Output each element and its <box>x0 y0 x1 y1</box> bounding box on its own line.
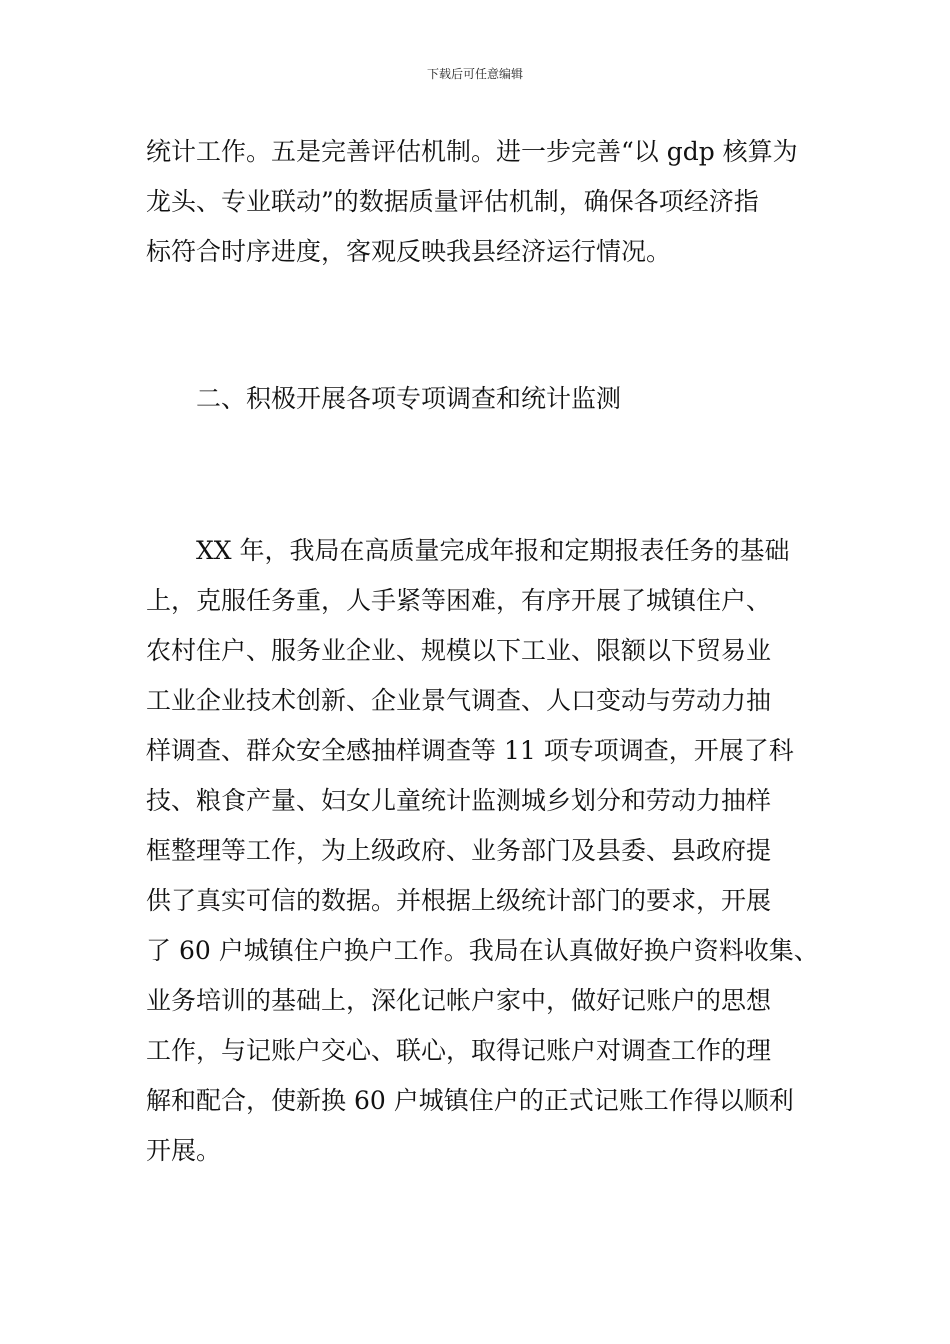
section-heading-text: 二、积极开展各项专项调查和统计监测 <box>196 384 622 413</box>
text-line: 业务培训的基础上，深化记帐户家中，做好记账户的思想 <box>146 986 772 1015</box>
text-line: 工作，与记账户交心、联心，取得记账户对调查工作的理 <box>146 1036 772 1065</box>
text-line: 标符合时序进度，客观反映我县经济运行情况。 <box>146 237 672 266</box>
text-line: 工业企业技术创新、企业景气调查、人口变动与劳动力抽 <box>146 686 772 715</box>
text-line: 农村住户、服务业企业、规模以下工业、限额以下贸易业 <box>146 636 772 665</box>
text-line: XX 年，我局在高质量完成年报和定期报表任务的基础 <box>196 536 790 565</box>
text-line: 技、粮食产量、妇女儿童统计监测城乡划分和劳动力抽样 <box>146 786 772 815</box>
text-line: 供了真实可信的数据。并根据上级统计部门的要求，开展 <box>146 886 772 915</box>
text-line: 龙头、专业联动”的数据质量评估机制，确保各项经济指 <box>146 187 759 216</box>
text-line: 统计工作。五是完善评估机制。进一步完善“以 gdp 核算为 <box>146 137 798 166</box>
body-paragraph <box>146 127 818 277</box>
text-line: 解和配合，使新换 60 户城镇住户的正式记账工作得以顺利 <box>146 1086 794 1115</box>
section-heading <box>146 374 818 424</box>
body-paragraph <box>146 526 818 1176</box>
text-line: 开展。 <box>146 1136 222 1165</box>
text-line: 了 60 户城镇住户换户工作。我局在认真做好换户资料收集、 <box>146 936 819 965</box>
text-line: 上，克服任务重，人手紧等困难，有序开展了城镇住户、 <box>146 586 772 615</box>
text-line: 框整理等工作，为上级政府、业务部门及县委、县政府提 <box>146 836 772 865</box>
text-line: 样调查、群众安全感抽样调查等 11 项专项调查，开展了科 <box>146 736 794 765</box>
header-note: 下载后可任意编辑 <box>426 67 523 81</box>
